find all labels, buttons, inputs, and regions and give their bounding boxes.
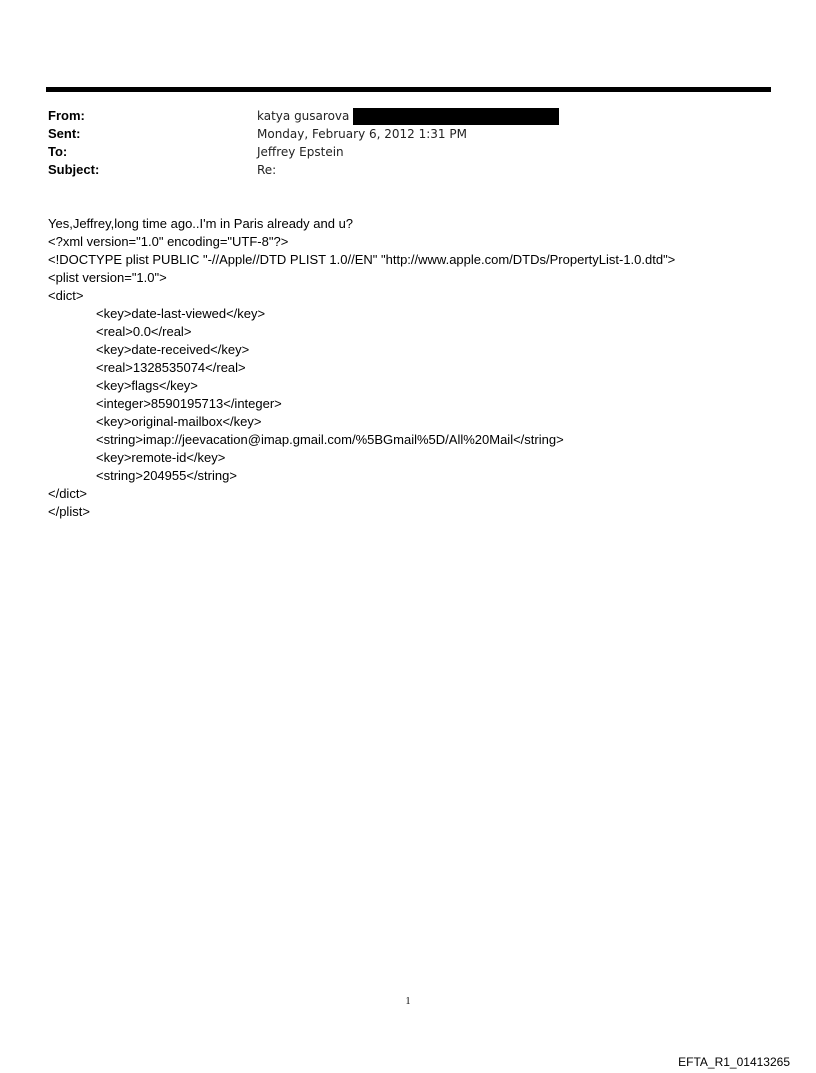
body-line: <key>date-last-viewed</key> — [96, 306, 266, 321]
subject-row — [48, 161, 768, 179]
body-line: <?xml version="1.0" encoding="UTF-8"?> — [48, 234, 289, 249]
from-label: From: — [48, 108, 85, 123]
sent-label: Sent: — [48, 126, 81, 141]
from-row — [48, 107, 768, 125]
to-value: Jeffrey Epstein — [257, 145, 344, 159]
body-line: <key>flags</key> — [96, 378, 198, 393]
body-line: <plist version="1.0"> — [48, 270, 167, 285]
email-header — [48, 107, 768, 179]
to-row — [48, 143, 768, 161]
body-line: <string>204955</string> — [96, 468, 237, 483]
body-line: <key>remote-id</key> — [96, 450, 226, 465]
body-line: Yes,Jeffrey,long time ago..I'm in Paris already and u? — [48, 216, 354, 231]
subject-value: Re: — [257, 163, 277, 177]
body-line: <key>original-mailbox</key> — [96, 414, 262, 429]
to-label: To: — [48, 144, 68, 159]
body-line: </plist> — [48, 504, 90, 519]
document-id: EFTA_R1_01413265 — [678, 1055, 790, 1069]
body-line: <real>1328535074</real> — [96, 360, 246, 375]
body-line: <real>0.0</real> — [96, 324, 192, 339]
body-line: <key>date-received</key> — [96, 342, 250, 357]
subject-label: Subject: — [48, 162, 100, 177]
email-body — [48, 215, 788, 521]
sent-value: Monday, February 6, 2012 1:31 PM — [257, 127, 467, 141]
body-line: </dict> — [48, 486, 88, 501]
from-value — [257, 107, 559, 125]
body-line: <dict> — [48, 288, 84, 303]
body-line: <!DOCTYPE plist PUBLIC "-//Apple//DTD PLIST 1.0//EN" "http://www.apple.com/DTDs/PropertyList-1.0.dtd"> — [48, 252, 676, 267]
body-line: <integer>8590195713</integer> — [96, 396, 282, 411]
sent-row — [48, 125, 768, 143]
body-line: <string>imap://jeevacation@imap.gmail.com/%5BGmail%5D/All%20Mail</string> — [96, 432, 564, 447]
redaction-box — [353, 108, 559, 125]
from-name: katya gusarova — [257, 109, 350, 123]
header-top-rule — [46, 87, 771, 92]
page-number: 1 — [405, 996, 411, 1007]
